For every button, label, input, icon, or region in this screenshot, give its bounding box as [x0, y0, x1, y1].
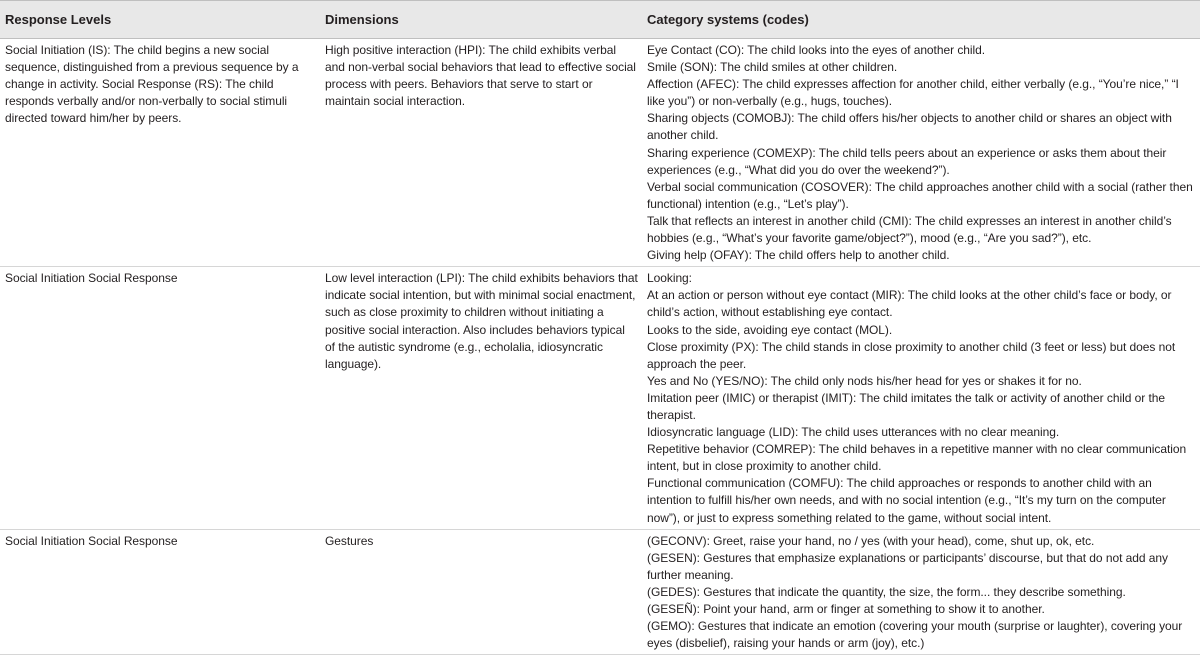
code-entry: Sharing experience (COMEXP): The child tells peers about an experience or asks them about their experiences (e.g., “What did you do over the weekend?”). [647, 145, 1167, 177]
header-response-levels: Response Levels [0, 1, 320, 39]
code-entry: Repetitive behavior (COMREP): The child behaves in a repetitive manner with no clear communication intent, but in close proximity to another child. [647, 442, 1187, 474]
code-entry: Functional communication (COMFU): The child approaches or responds to another child with an intention to fulfill his/her own needs, and with no social intention (e.g., “It’s my turn on the computer now”), or just to express something related to the game, without social intent. [647, 476, 1166, 525]
header-dimensions: Dimensions [320, 1, 642, 39]
codes-cell [642, 529, 1200, 655]
code-entry: Giving help (OFAY): The child offers help to another child. [647, 248, 950, 263]
response-level-cell: Social Initiation Social Response [0, 529, 320, 655]
code-entry: Verbal social communication (COSOVER): The child approaches another child with a social (rather then functional) intention (e.g., “Let’s play”). [647, 179, 1193, 211]
code-entry: Sharing objects (COMOBJ): The child offers his/her objects to another child or shares an object with another child. [647, 111, 1172, 143]
code-entry: Smile (SON): The child smiles at other children. [647, 60, 898, 75]
code-entry: At an action or person without eye contact (MIR): The child looks at the other child’s face or body, or child’s action, without establishing eye contact. [647, 288, 1172, 320]
header-category-systems: Category systems (codes) [642, 1, 1200, 39]
table-body [0, 39, 1200, 655]
code-entry: (GESEÑ): Point your hand, arm or finger at something to show it to another. [647, 602, 1045, 616]
dimension-cell: Low level interaction (LPI): The child exhibits behaviors that indicate social intention, but with minimal social enactment, such as close proximity to children without initiating a positive social interaction. Also includes behaviors typical of the autistic syndrome (e.g., echolalia, idiosyncratic language). [320, 267, 642, 529]
response-level-cell: Social Initiation Social Response [0, 267, 320, 529]
table-header [0, 1, 1200, 39]
code-entry: Eye Contact (CO): The child looks into the eyes of another child. [647, 43, 986, 57]
table-row [0, 267, 1200, 529]
code-entry: Looks to the side, avoiding eye contact (MOL). [647, 322, 893, 337]
code-entry: Imitation peer (IMIC) or therapist (IMIT): The child imitates the talk or activity of another child or the therapist. [647, 390, 1166, 422]
response-level-cell: Social Initiation (IS): The child begins a new social sequence, distinguished from a previous sequence by a change in activity. Social Response (RS): The child responds verbally and/or non-verbally to social stimuli directed toward him/her by peers. [0, 39, 320, 267]
code-entry: (GEMO): Gestures that indicate an emotion (covering your mouth (surprise or laughter), covering your eyes (disbelief), raising your hands or arm (joy), etc.) [647, 619, 1183, 651]
code-entry: Affection (AFEC): The child expresses affection for another child, either verbally (e.g., “You’re nice,” “I like you”) or non-verbally (e.g., hugs, touches). [647, 77, 1179, 109]
codes-cell [642, 39, 1200, 267]
table-row [0, 529, 1200, 655]
code-entry: (GEDES): Gestures that indicate the quantity, the size, the form... they describe something. [647, 584, 1126, 599]
header-row [0, 1, 1200, 39]
code-entry: Close proximity (PX): The child stands in close proximity to another child (3 feet or less) but does not approach the peer. [647, 339, 1176, 371]
code-entry: Looking: [647, 271, 692, 286]
codes-cell [642, 267, 1200, 529]
code-entry: Idiosyncratic language (LID): The child uses utterances with no clear meaning. [647, 425, 1060, 440]
table-row [0, 39, 1200, 267]
code-entry: Yes and No (YES/NO): The child only nods his/her head for yes or shakes it for no. [647, 373, 1082, 388]
dimension-cell: Gestures [320, 529, 642, 655]
code-entry: Talk that reflects an interest in another child (CMI): The child expresses an interest in another child’s hobbies (e.g., “What’s your favorite game/object?”), mood (e.g., “Are you sad?”), etc. [647, 213, 1172, 246]
code-entry: (GESEN): Gestures that emphasize explanations or participants’ discourse, but that do not add any further meaning. [647, 550, 1168, 582]
dimension-cell: High positive interaction (HPI): The child exhibits verbal and non-verbal social behaviors that lead to effective social process with peers. Behaviors that serve to start or maintain social interaction. [320, 39, 642, 267]
code-entry: (GECONV): Greet, raise your hand, no / yes (with your head), come, shut up, ok, etc. [647, 533, 1095, 548]
